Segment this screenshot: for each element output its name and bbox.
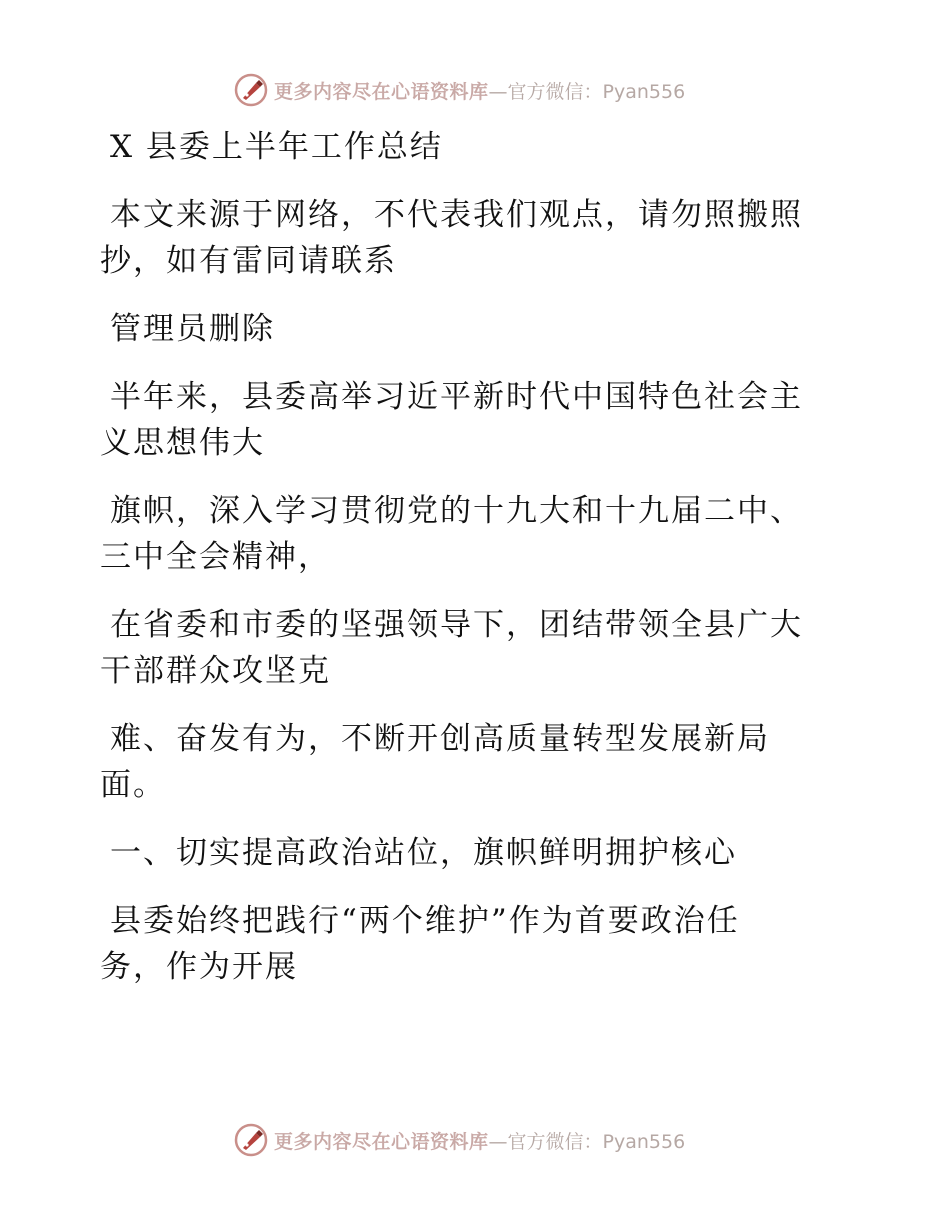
paragraph-line: 县委始终把践行“两个维护”作为首要政治任 <box>110 903 740 939</box>
watermark-banner-bottom <box>234 1122 734 1158</box>
paragraph-line: 义思想伟大 <box>100 425 265 461</box>
paragraph-line: 干部群众攻坚克 <box>100 653 331 689</box>
paragraph-line: 旗帜，深入学习贯彻党的十九大和十九届二中、 <box>110 493 803 529</box>
watermark-sub-text: —官方微信：Pyan556 <box>488 80 686 103</box>
paragraph-line: 务，作为开展 <box>100 949 298 985</box>
pen-nib-icon <box>234 73 268 107</box>
paragraph-line: 管理员删除 <box>110 311 275 347</box>
document-title: X 县委上半年工作总结 <box>110 129 443 165</box>
paragraph-line: 本文来源于网络，不代表我们观点，请勿照搬照 <box>110 197 803 233</box>
paragraph-line: 面。 <box>100 767 166 803</box>
watermark-banner-top <box>234 72 734 108</box>
watermark-main-text: 更多内容尽在心语资料库 <box>274 1130 489 1153</box>
paragraph-line: 三中全会精神， <box>100 539 331 575</box>
watermark-main-text: 更多内容尽在心语资料库 <box>274 80 489 103</box>
paragraph-line: 抄，如有雷同请联系 <box>100 243 397 279</box>
paragraph-line: 在省委和市委的坚强领导下，团结带领全县广大 <box>110 607 803 643</box>
paragraph-line: 难、奋发有为，不断开创高质量转型发展新局 <box>110 721 770 757</box>
section-heading: 一、切实提高政治站位，旗帜鲜明拥护核心 <box>110 835 737 871</box>
paragraph-line: 半年来，县委高举习近平新时代中国特色社会主 <box>110 379 803 415</box>
document-body <box>100 124 840 990</box>
pen-nib-icon <box>234 1123 268 1157</box>
watermark-sub-text: —官方微信：Pyan556 <box>488 1130 686 1153</box>
